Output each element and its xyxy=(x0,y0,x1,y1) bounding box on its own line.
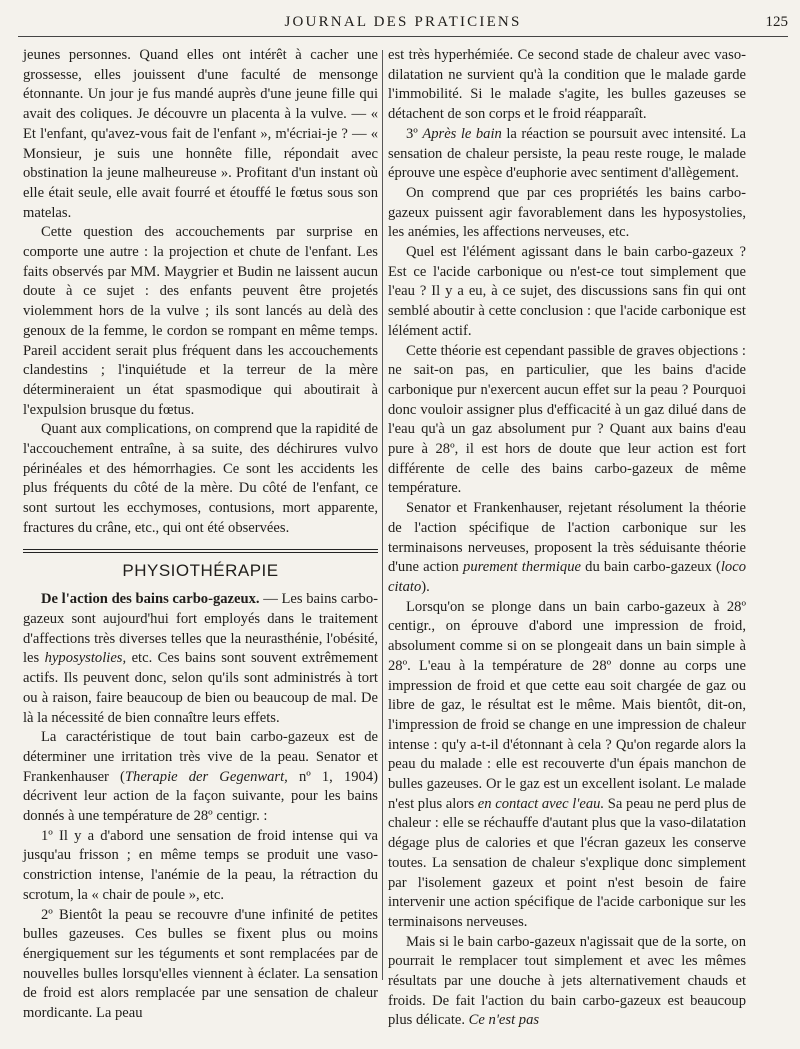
text-run: etc. Ces bains sont souvent extrêmement actifs. Ils peuvent donc, selon qu'ils sont administrés à tort ou à raison, faire beaucoup de bien ou beaucoup de mal. De là la nécessité de bien connaître leurs effets. xyxy=(23,650,378,726)
text-run: ). xyxy=(421,578,430,595)
text-run: nº 1, 1904) décrivent leur action de la façon suivante, pour les bains donnés à une température de 28º centigr. : xyxy=(23,768,379,825)
column-divider xyxy=(382,50,383,980)
text-run: Senator et Frankenhauser, rejetant résolument la théorie de l'action spécifique de l'action carbonique sur les terminaisons nerveuses, proposent la très séduisante théorie d'une action xyxy=(388,500,746,576)
paragraph: 2º Bientôt la peau se recouvre d'une infinité de petites bulles gazeuses. Ces bulles se fixent plus ou moins énergiquement sur les téguments et sont remplacées par de nouvelles bulles lorsqu'elles viennent à éclater. La sensation de froid est alors remplacée par une sensation de chaleur mordicante. La peau xyxy=(23,906,378,1022)
paragraph: Cette question des accouchements par surprise en comporte une autre : la projection et chute de l'enfant. Les faits observés par MM. Maygrier et Budin ne laissent aucun doute à ce sujet : des enfants peuvent être projetés violemment hors de la vulve ; ils sont lancés au delà des genoux de la femme, le cordon se rompant en même temps. Pareil accident serait plus fréquent dans les accouchements clandestins ; l'inquiétude et la terreur de la mère détermineraient un état spasmodique qui aboutirait à l'expulsion brusque du fœtus. xyxy=(23,224,378,418)
italic-run: Ce n'est pas xyxy=(468,1012,540,1029)
paragraph xyxy=(23,590,378,728)
italic-run: hyposystolies, xyxy=(44,650,127,667)
paragraph: Quant aux complications, on comprend que la rapidité de l'accouchement entraîne, à sa suite, des déchirures vulvo périnéales et des hémorrhagies. Ce sont les accidents les plus fréquents du côté de la mère. Du côté de l'enfant, ce sont surtout les ecchymoses, contusions, mort apparente, fractures du crâne, etc., qui ont été observées. xyxy=(23,421,378,536)
section-heading xyxy=(23,549,378,583)
italic-run: Après le bain xyxy=(422,125,502,142)
paragraph xyxy=(23,728,378,827)
page-number: 125 xyxy=(765,14,788,30)
italic-run: en contact avec l'eau. xyxy=(477,795,605,812)
paragraph: 1º Il y a d'abord une sensation de froid intense qui va jusqu'au frisson ; en même temps se produit une vaso-constriction intense, l'anémie de la peau, la rétraction du scrotum, la « chair de poule », etc. xyxy=(23,827,378,903)
italic-run: Therapie der Gegenwart, xyxy=(124,768,288,785)
paragraph: est très hyperhémiée. Ce second stade de chaleur avec vaso-dilatation ne survient qu'à la condition que le malade garde l'immobilité. Si le malade s'agite, les bulles gazeuses se détachent de son corps et le froid réapparaît. xyxy=(388,47,746,123)
section-title: PHYSIOTHÉRAPIE xyxy=(122,560,279,580)
paragraph xyxy=(388,499,746,598)
paragraph xyxy=(388,598,746,933)
text-run: du bain carbo-gazeux ( xyxy=(580,559,721,576)
paragraph: On comprend que par ces propriétés les bains carbo-gazeux puissent agir favorablement dans les hyposystolies, les anémies, les affections nerveuses, etc. xyxy=(388,184,746,241)
paragraph: Quel est l'élément agissant dans le bain carbo-gazeux ? Est ce l'acide carbonique ou n'est-ce tout simplement que l'eau ? Il y a eu, à ce sujet, des discussions sans fin qui ont semblé aboutir à cette conclusion : que l'acide carbonique est lélément actif. xyxy=(388,244,746,339)
paragraph xyxy=(388,125,746,184)
article-title: De l'action des bains carbo-gazeux. xyxy=(41,591,260,608)
text-run: Sa peau ne perd plus de chaleur : elle se réchauffe d'autant plus que la vaso-dilatation dégage plus de calories et que l'écran gazeux les conserve toutes. La sensation de chaleur s'explique donc simplement par l'isolement gazeux et point n'est besoin de faire intervenir une action spécifique de l'acide carbonique sur les terminaisons nerveuses. xyxy=(388,795,746,930)
paragraph: Cette théorie est cependant passible de graves objections : ne sait-on pas, en particulier, que les bains d'acide carbonique pur n'exercent aucun effet sur la peau ? Pourquoi donc vouloir assigner plus d'efficacité à un gaz dilué dans de l'eau qu'à un gaz absolument pur ? Quant aux bains d'eau pure à 28º, il est hors de doute que leur action est fort différente de celle des bains carbo-gazeux de même température. xyxy=(388,342,746,497)
paragraph: jeunes personnes. Quand elles ont intérêt à cacher une grossesse, elles jouissent d'une faculté de mensonge étonnante. Un jour je fus mandé auprès d'une jeune fille qui avait des coliques. Je découvre un placenta à la vulve. — « Et l'enfant, qu'avez-vous fait de l'enfant », m'écriai-je ? — « Monsieur, je suis une honnête fille, répondait avec obstination la jeune malheureuse ». Profitant d'un instant où elle était seule, elle avait fourré et étouffé le fœtus sous son matelas. xyxy=(23,47,378,221)
text-run: Mais si le bain carbo-gazeux n'agissait que de la sorte, on pourrait le remplacer tout simplement et avec les mêmes résultats par une douche à jets alternativement chauds et froids. De fait l'action du bain carbo-gazeux est beaucoup plus délicate. xyxy=(388,933,746,1029)
text-run: la réaction se poursuit avec intensité. La sensation de chaleur persiste, la peau reste rouge, le malade éprouve une espèce d'euphorie avec sentiment d'allègement. xyxy=(388,125,746,182)
text-run: — Les bains carbo-gazeux sont aujourd'hui fort employés dans le traitement d'affections très diverses telles que la neurasthénie, l'obésité, les xyxy=(23,591,378,667)
paragraph xyxy=(388,933,746,1032)
text-run: 3º xyxy=(406,125,423,142)
right-column xyxy=(388,46,746,1031)
journal-title: JOURNAL DES PRATICIENS xyxy=(284,14,522,30)
italic-run: loco citato xyxy=(388,559,747,595)
running-header xyxy=(18,8,788,37)
italic-run: purement thermique xyxy=(463,559,581,576)
left-column xyxy=(23,46,378,1024)
text-run: La caractéristique de tout bain carbo-gazeux est de déterminer une irritation très vive de la peau. Senator et Frankenhauser ( xyxy=(23,729,378,785)
text-run: Lorsqu'on se plonge dans un bain carbo-gazeux à 28º centigr., on éprouve d'abord une impression de froid, absolument comme si on se plongeait dans un bain simple à 28º. L'eau à la température de 28º donne au corps une impression de froid et que cette eau soit chargée de gaz ou libre de gaz, le résultat est le même. Mais bientôt, dit-on, l'impression de froid se change en une impression de chaleur intense : qu'y a-t-il d'étonnant à cela ? Qu'on regarde alors la peau du malade : elle est recouverte d'un épais manchon de bulles gazeuses. Or le gaz est un excellent isolant. Le malade n'est plus alors xyxy=(388,598,746,812)
